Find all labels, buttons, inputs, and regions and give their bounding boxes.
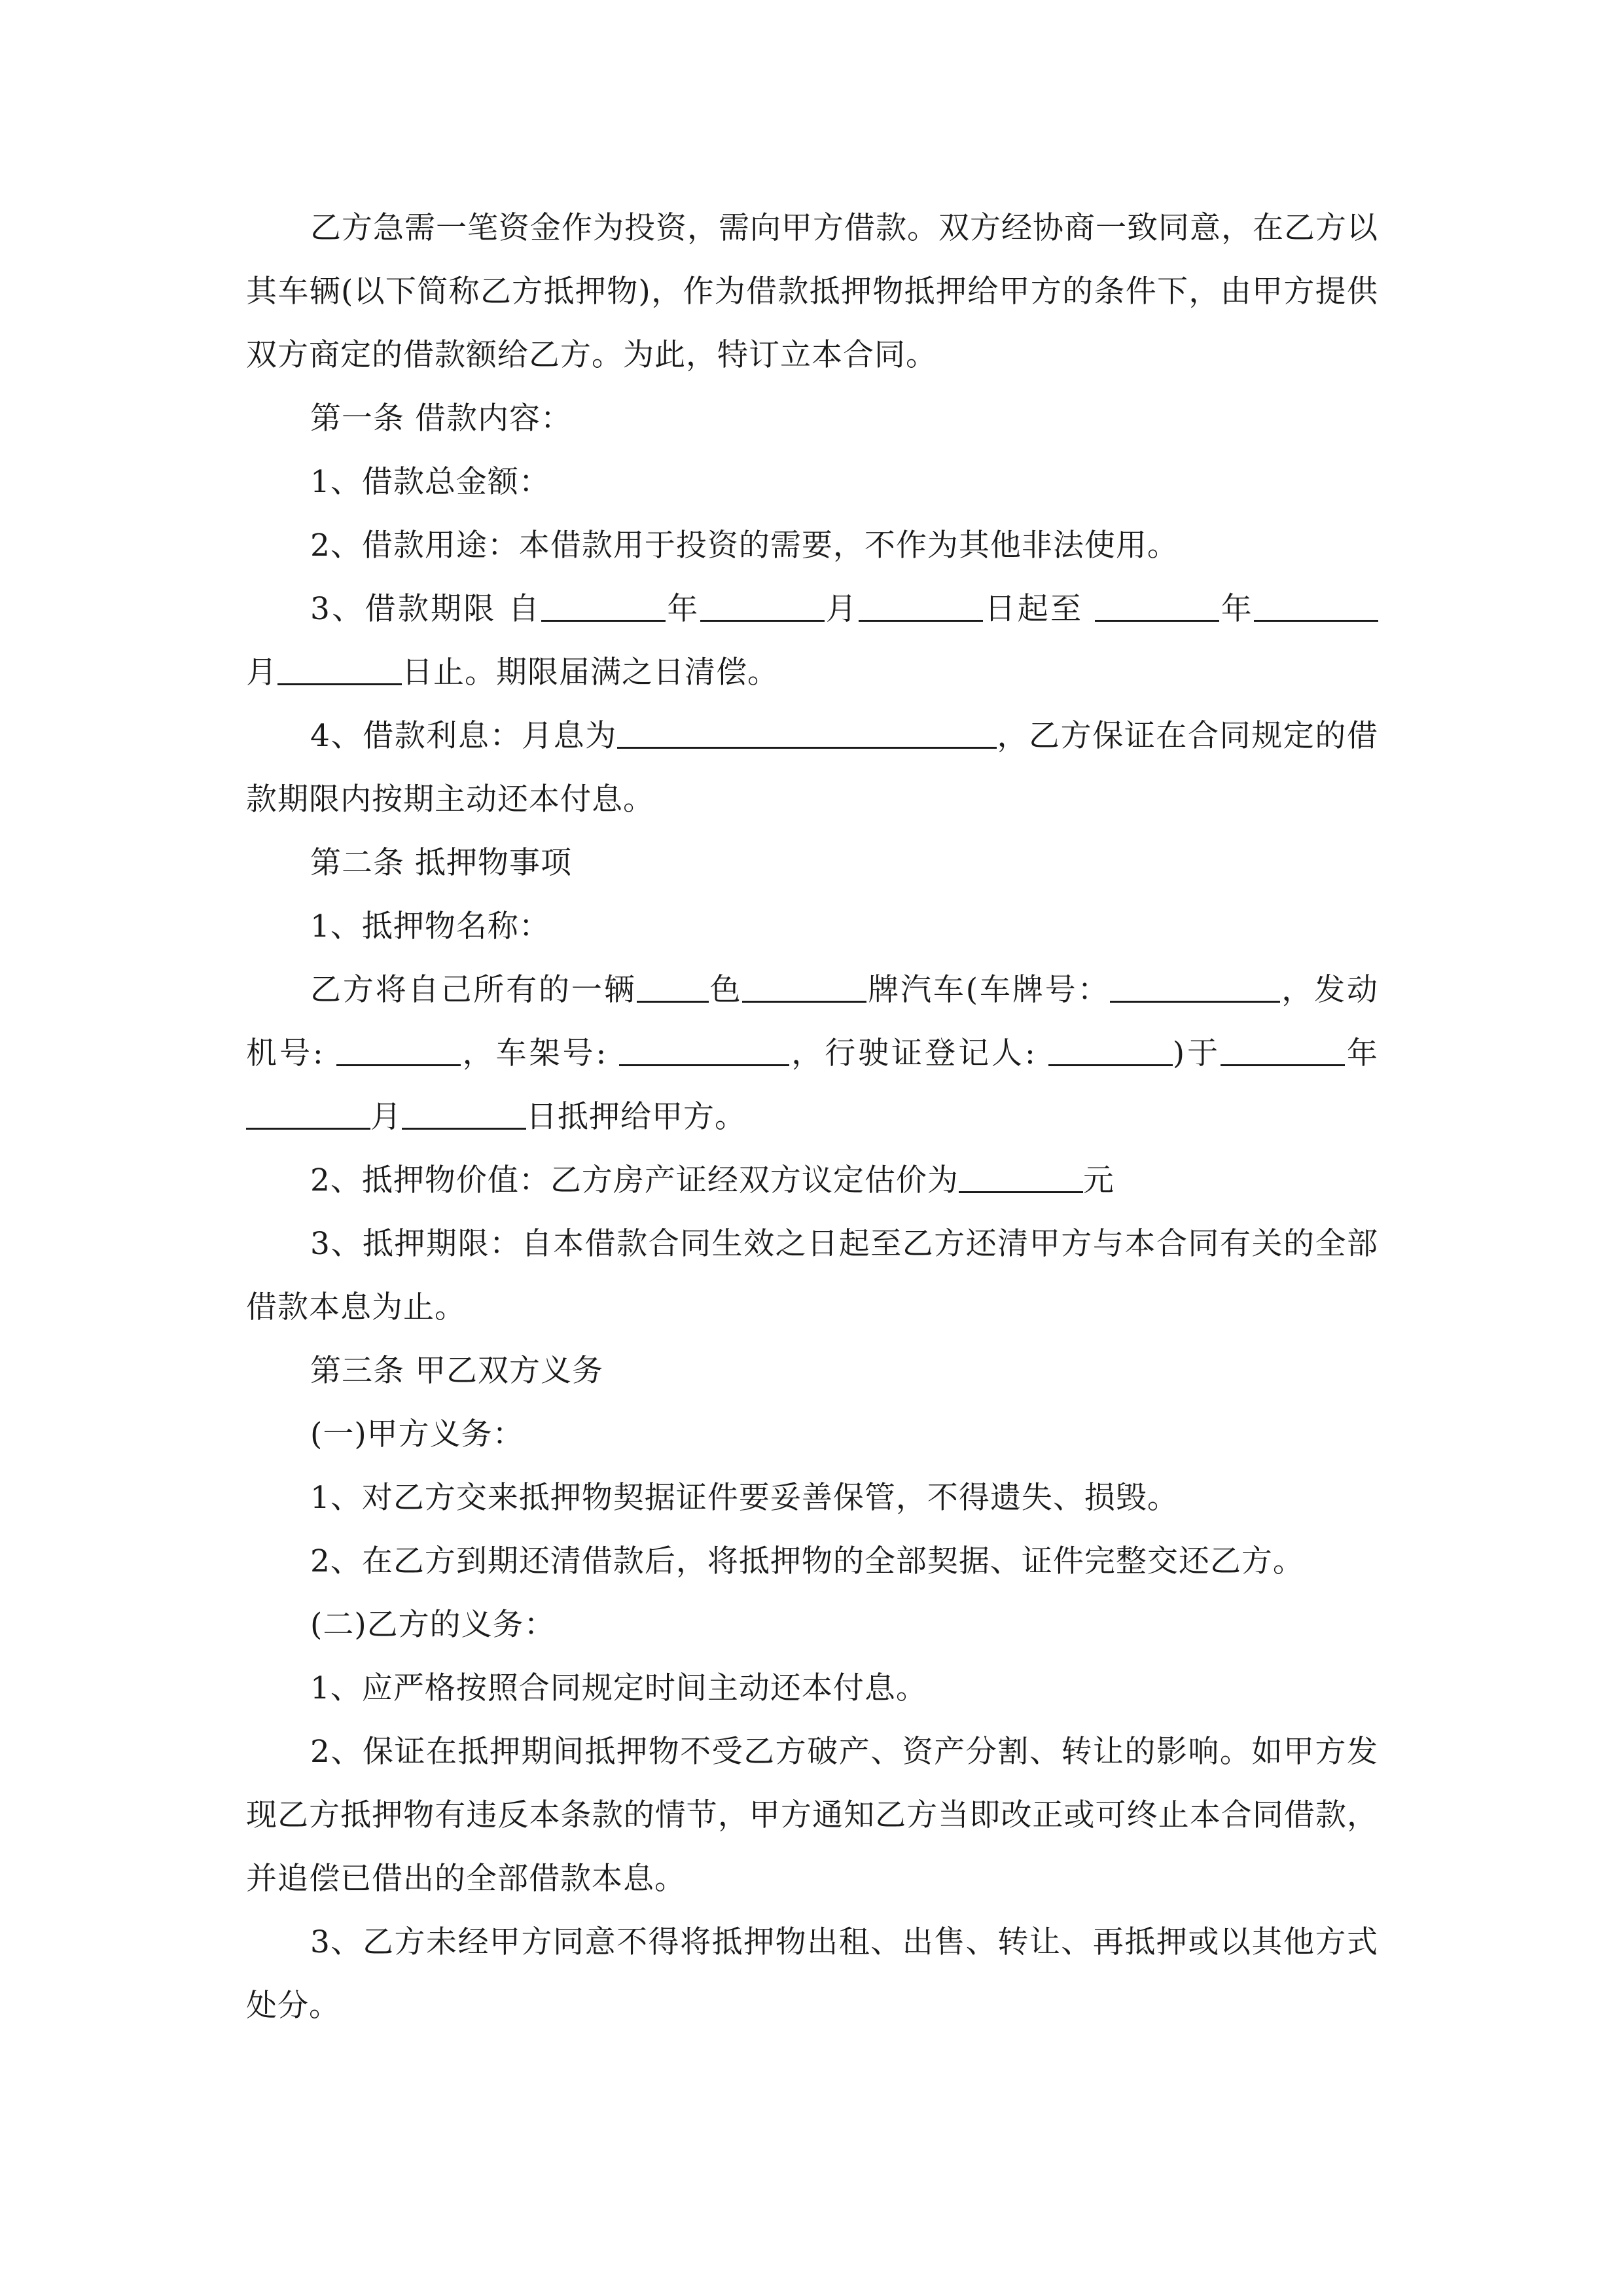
party-b-obligation-1: 1、应严格按照合同规定时间主动还本付息。 [310,1670,927,1706]
party-b-obligation-2: 2、保证在抵押期间抵押物不受乙方破产、资产分割、转让的影响。如甲方发现乙方抵押物有违反本条款的情节，甲方通知乙方当即改正或可终止本合同借款，并追偿已借出的全部借款本息。 [246,1734,1378,1897]
start-month-blank [700,586,825,622]
collateral-name: 1、抵押物名称： [310,908,550,944]
collateral-text-9: 月 [370,1099,402,1135]
loan-term-text-2: 年 [666,591,700,627]
party-b-obligations-title: (二)乙方的义务： [310,1607,556,1643]
loan-term-text-7: 日止。期限届满之日清偿。 [402,655,779,691]
article-2-title: 第二条 抵押物事项 [310,845,572,881]
collateral-text-8: 年 [1345,1035,1379,1071]
loan-term-text-3: 月 [824,591,859,627]
loan-term-text-1: 3、借款期限 自 [310,591,542,627]
party-a-obligations-title: (一)甲方义务： [310,1416,524,1452]
collateral-text-6: ，行驶证登记人: [789,1035,1048,1071]
start-year-blank [541,586,666,622]
loan-interest-text-2: ，乙方保证在合同规定的借款期限内按期主动还本付息。 [246,718,1379,817]
collateral-text-1: 乙方将自己所有的一辆 [310,972,637,1008]
collateral-text-4: ，发动机号: [246,972,1379,1071]
loan-term [246,577,1378,704]
collateral-description [246,958,1378,1149]
collateral-value-text-2: 元 [1082,1162,1115,1198]
contract-body [246,196,1378,2037]
collateral-text-10: 日抵押给甲方。 [526,1099,746,1135]
engine-number-blank [336,1030,461,1066]
pledge-year-blank [1221,1030,1345,1066]
article-3-title: 第三条 甲乙双方义务 [310,1353,603,1389]
collateral-value [246,1149,1378,1212]
loan-term-text-4: 日起至 [983,591,1096,627]
plate-number-blank [1110,967,1280,1003]
valuation-blank [959,1157,1083,1193]
pledge-day-blank [402,1094,526,1130]
start-day-blank [859,586,983,622]
end-day-blank [277,649,402,685]
frame-number-blank [619,1030,789,1066]
article-1-title: 第一条 借款内容： [310,401,572,437]
pledge-month-blank [246,1094,370,1130]
loan-purpose: 2、借款用途：本借款用于投资的需要，不作为其他非法使用。 [310,528,1179,564]
registrant-blank [1048,1030,1173,1066]
loan-term-text-6: 月 [246,655,277,691]
party-a-obligation-1: 1、对乙方交来抵押物契据证件要妥善保管，不得遗失、损毁。 [310,1480,1179,1516]
collateral-text-3: 牌汽车(车牌号： [866,972,1111,1008]
party-a-obligation-2: 2、在乙方到期还清借款后，将抵押物的全部契据、证件完整交还乙方。 [310,1543,1304,1579]
collateral-value-text-1: 2、抵押物价值：乙方房产证经双方议定估价为 [310,1162,959,1198]
collateral-text-5: ，车架号: [460,1035,620,1071]
collateral-text-2: 色 [708,972,743,1008]
end-year-blank [1095,586,1219,622]
car-color-blank [637,967,709,1003]
party-b-obligation-3: 3、乙方未经甲方同意不得将抵押物出租、出售、转让、再抵押或以其他方式处分。 [246,1924,1378,2024]
pledge-term: 3、抵押期限：自本借款合同生效之日起至乙方还清甲方与本合同有关的全部借款本息为止。 [246,1226,1378,1325]
intro-paragraph: 乙方急需一笔资金作为投资，需向甲方借款。双方经协商一致同意，在乙方以其车辆(以下简称乙方抵押物)，作为借款抵押物抵押给甲方的条件下，由甲方提供双方商定的借款额给乙方。为此，特订立本合同。 [246,210,1378,373]
loan-interest [246,704,1378,831]
monthly-interest-blank [617,713,997,749]
loan-total-amount: 1、借款总金额： [310,464,550,500]
car-brand-blank [742,967,866,1003]
collateral-text-7: )于 [1172,1035,1221,1071]
loan-interest-text-1: 4、借款利息：月息为 [310,718,617,754]
loan-term-text-5: 年 [1219,591,1255,627]
end-month-blank [1254,586,1378,622]
